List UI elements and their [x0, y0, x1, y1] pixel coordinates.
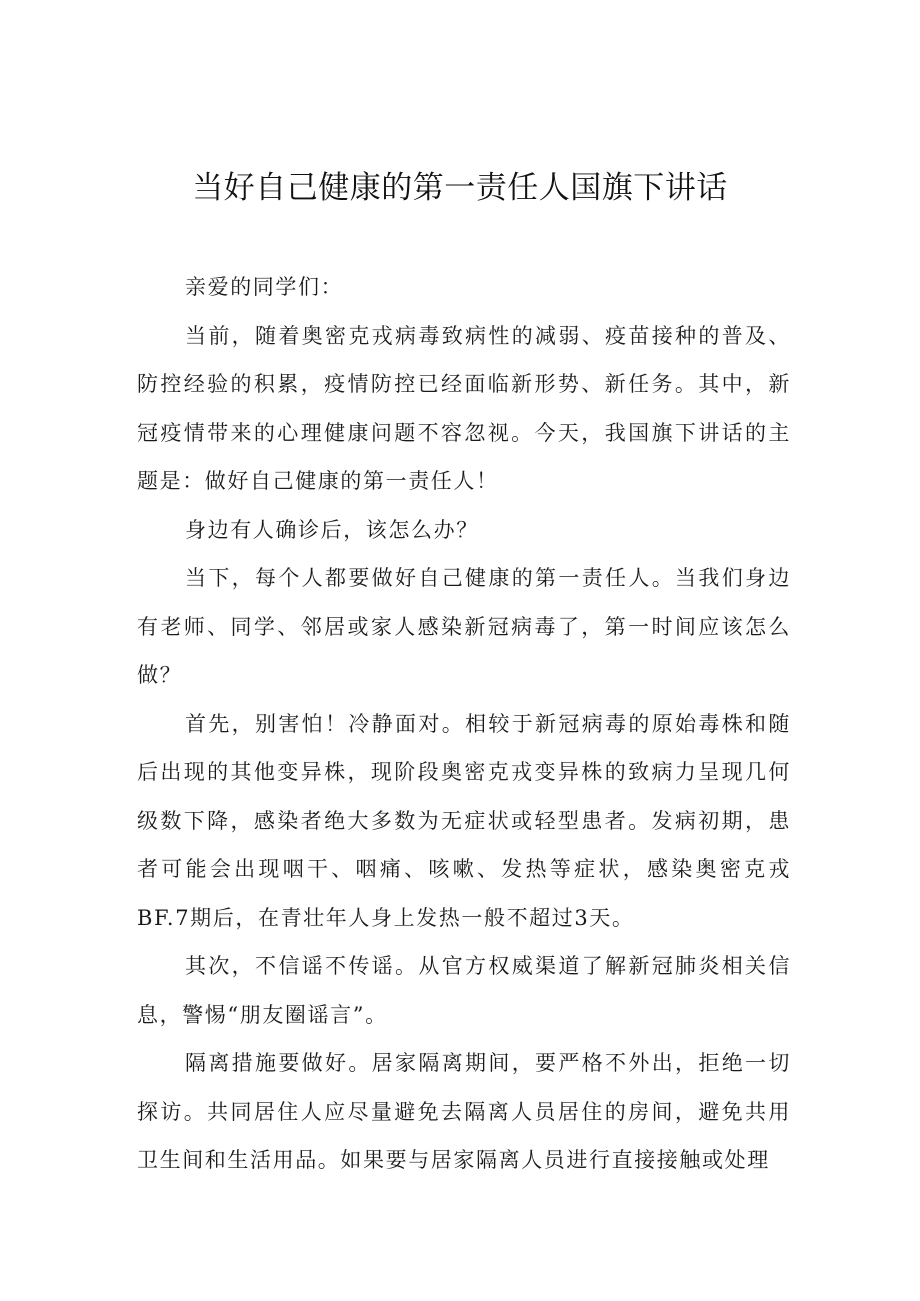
body-paragraph: 隔离措施要做好。居家隔离期间，要严格不外出，拒绝一切探访。共同居住人应尽量避免去隔离人员居住的房间，避免共用卫生间和生活用品。如果要与居家隔离人员进行直接接触或处理	[137, 1051, 791, 1172]
body-paragraph: 其次，不信谣不传谣。从官方权威渠道了解新冠肺炎相关信息，警惕“朋友圈谣言”。	[137, 954, 791, 1027]
document-body	[137, 263, 791, 1185]
body-paragraph: 首先，别害怕！冷静面对。相较于新冠病毒的原始毒株和随后出现的其他变异株，现阶段奥密克戎变异株的致病力呈现几何级数下降，感染者绝大多数为无症状或轻型患者。发病初期，患者可能会出现咽干、咽痛、咳嗽、发热等症状，感染奥密克戎BF.7期后，在青壮年人身上发热一般不超过3天。	[137, 711, 791, 930]
section-question-paragraph: 身边有人确诊后，该怎么办？	[185, 517, 479, 542]
body-paragraph: 当下，每个人都要做好自己健康的第一责任人。当我们身边有老师、同学、邻居或家人感染新冠病毒了，第一时间应该怎么做？	[137, 566, 791, 687]
body-paragraph: 当前，随着奥密克戎病毒致病性的减弱、疫苗接种的普及、防控经验的积累，疫情防控已经面临新形势、新任务。其中，新冠疫情带来的心理健康问题不容忽视。今天，我国旗下讲话的主题是：做好自己健康的第一责任人！	[137, 323, 791, 493]
greeting-paragraph: 亲爱的同学们：	[185, 275, 344, 299]
document-title: 当好自己健康的第一责任人国旗下讲话	[192, 170, 728, 206]
